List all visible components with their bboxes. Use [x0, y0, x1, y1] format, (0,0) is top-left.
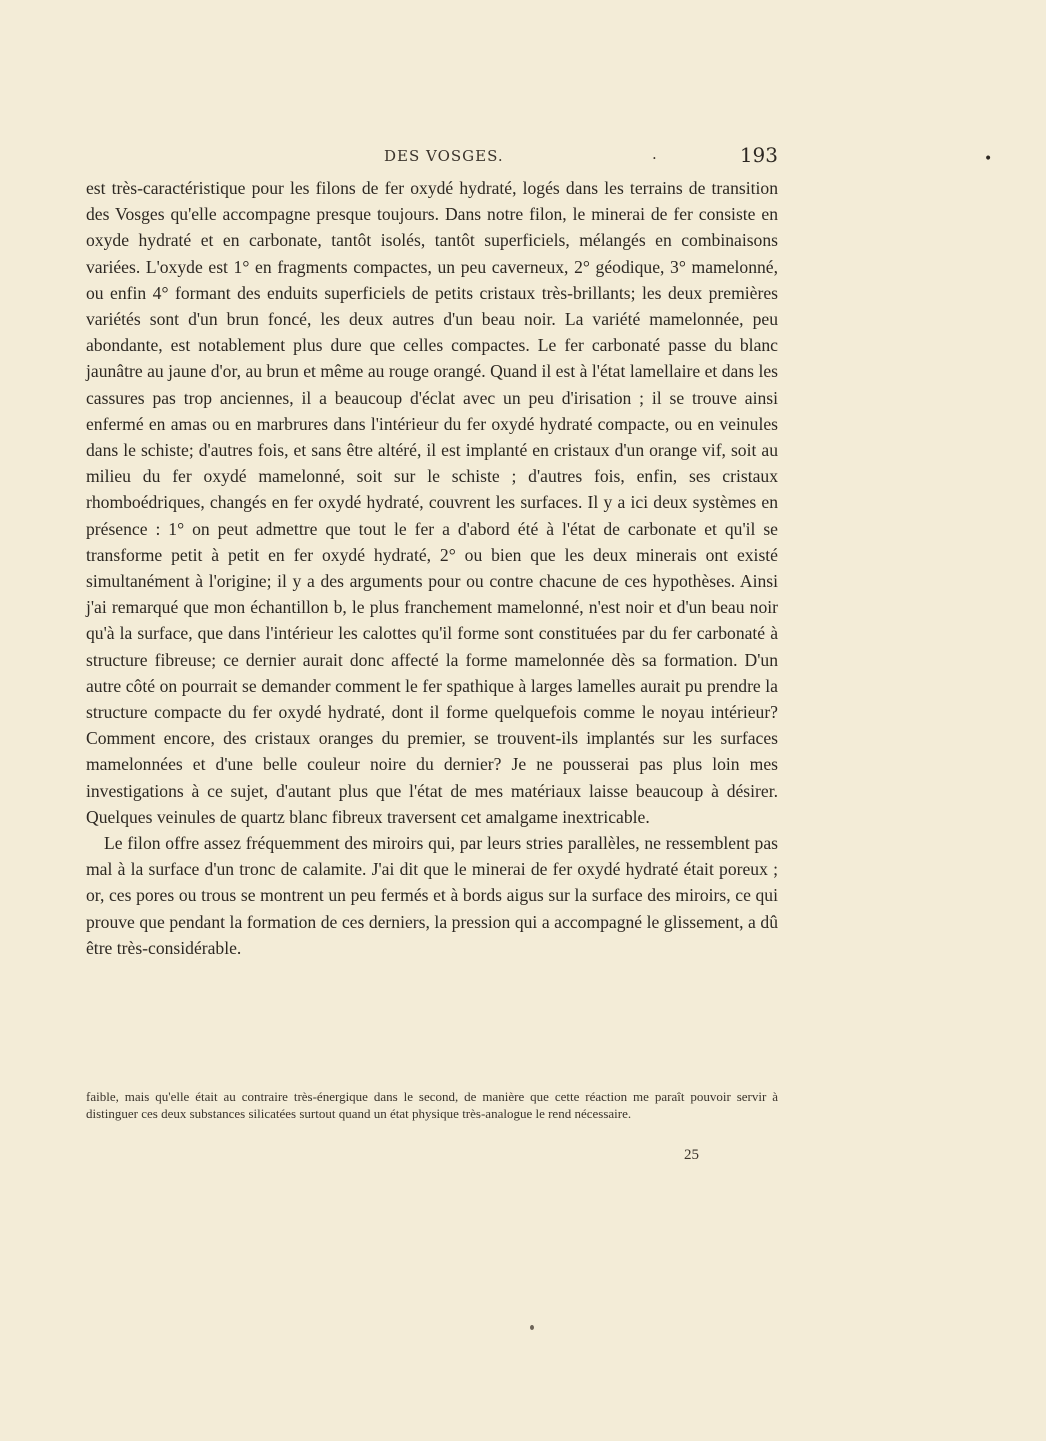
footnote: faible, mais qu'elle était au contraire très-énergique dans le second, de manière que cette réaction me paraît pouvoir servir à distinguer ces deux substances silicatées surtout quand un état physique très-analogue le rend nécessaire.: [86, 1089, 778, 1121]
header-dot: .: [652, 145, 657, 163]
signature-mark: 25: [684, 1147, 699, 1163]
paragraph-2: Le filon offre assez fréquemment des miroirs qui, par leurs stries parallèles, ne ressemblent pas mal à la surface d'un tronc de calamite. J'ai dit que le minerai de fer oxydé hydraté était poreux ; or, ces pores ou trous se montrent un peu fermés et à bords aigus sur la surface des miroirs, ce qui prouve que pendant la formation de ces derniers, la pression qui a accompagné le glissement, a dû être très-considérable.: [86, 833, 778, 958]
paper-speck: [530, 1325, 534, 1330]
body-text: [86, 175, 778, 961]
margin-mark: •: [984, 151, 993, 167]
page-header: [86, 145, 778, 169]
running-head: DES VOSGES.: [384, 147, 504, 165]
page-number: 193: [739, 143, 778, 167]
paragraph-1: est très-caractéristique pour les filons de fer oxydé hydraté, logés dans les terrains de transition des Vosges qu'elle accompagne presque toujours. Dans notre filon, le minerai de fer consiste en oxyde hydraté et en carbonate, tantôt isolés, tantôt superficiels, mélangés en combinaisons variées. L'oxyde est 1° en fragments compactes, un peu caverneux, 2° géodique, 3° mamelonné, ou enfin 4° formant des enduits superficiels de petits cristaux très-brillants; les deux premières variétés sont d'un brun foncé, les deux autres d'un beau noir. La variété mamelonnée, peu abondante, est notablement plus dure que celles compactes. Le fer carbonaté passe du blanc jaunâtre au jaune d'or, au brun et même au rouge orangé. Quand il est à l'état lamellaire et dans les cassures pas trop anciennes, il a beaucoup d'éclat avec un peu d'irisation ; il se trouve ainsi enfermé en amas ou en marbrures dans l'intérieur du fer oxydé hydraté compacte, ou en veinules dans le schiste; d'autres fois, et sans être altéré, il est implanté en cristaux d'un orange vif, soit au milieu du fer oxydé mamelonné, soit sur le schiste ; d'autres fois, enfin, ses cristaux rhomboédriques, changés en fer oxydé hydraté, couvrent les surfaces. Il y a ici deux systèmes en présence : 1° on peut admettre que tout le fer a d'abord été à l'état de carbonate et qu'il se transforme petit à petit en fer oxydé hydraté, 2° ou bien que les deux minerais ont existé simultanément à l'origine; il y a des arguments pour ou contre chacune de ces hypothèses. Ainsi j'ai remarqué que mon échantillon b, le plus franchement mamelonné, n'est noir et d'un beau noir qu'à la surface, que dans l'intérieur les calottes qu'il forme sont constituées par du fer carbonaté à structure fibreuse; ce dernier aurait donc affecté la forme mamelonnée dès sa formation. D'un autre côté on pourrait se demander comment le fer spathique à larges lamelles aurait pu prendre la structure compacte du fer oxydé hydraté, dont il forme quelquefois comme le noyau intérieur? Comment encore, des cristaux oranges du premier, se trouvent-ils implantés sur les surfaces mamelonnées et d'une belle couleur noire du dernier? Je ne pousserai pas plus loin mes investigations à ce sujet, d'autant plus que l'état de mes matériaux laisse beaucoup à désirer. Quelques veinules de quartz blanc fibreux traversent cet amalgame inextricable.: [86, 178, 778, 827]
